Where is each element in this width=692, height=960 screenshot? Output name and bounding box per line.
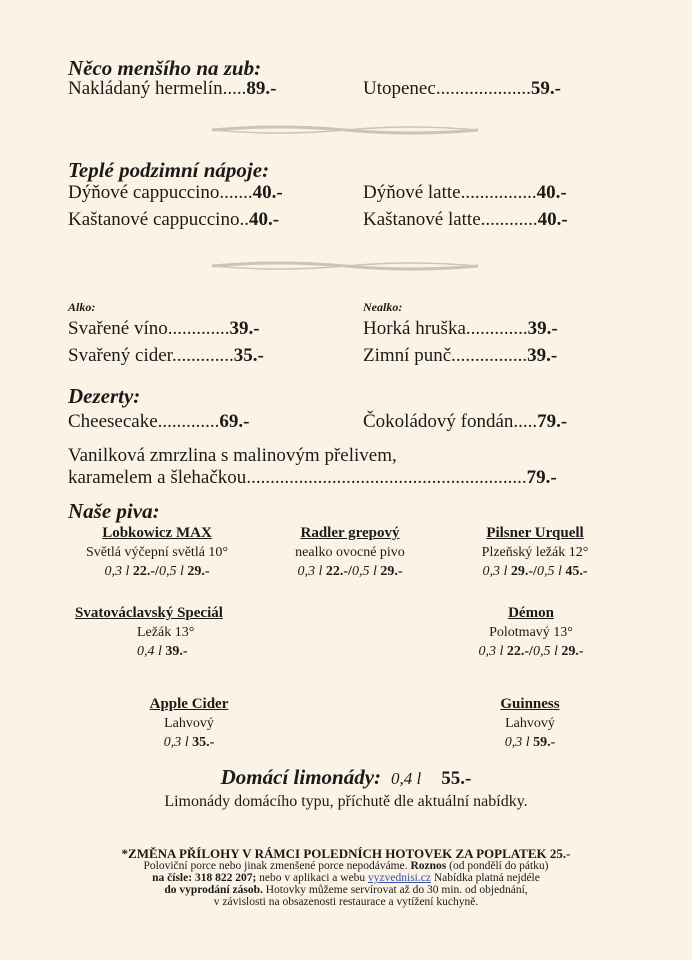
section-heading-beer: Naše piva: (68, 499, 160, 523)
menu-item: Cheesecake.............69.- (68, 411, 250, 432)
website-link[interactable]: vyzvednisi.cz (368, 872, 431, 884)
section-heading-snacks: Něco menšího na zub: (68, 56, 262, 80)
footer-line: Poloviční porce nebo jinak zmenšené porce nepodáváme. Roznos (od pondělí do pátku) (143, 860, 549, 872)
lemonade-desc: Limonády domácího typu, příchutě dle aktuální nabídky. (164, 793, 528, 810)
beer-name: Apple Cider (149, 696, 229, 712)
beer-card (62, 525, 252, 580)
beer-desc: Lahvový (164, 716, 214, 731)
footer-notice (40, 848, 652, 908)
menu-item: Nakládaný hermelín.....89.- (68, 78, 277, 99)
menu-item: Utopenec....................59.- (363, 78, 561, 99)
beer-price: 0,3 l 22.-/0,5 l 29.- (104, 564, 210, 579)
beer-desc: Plzeňský ležák 12° (481, 545, 589, 560)
menu-item: Dýňové cappuccino.......40.- (68, 182, 283, 203)
lemonade-line (0, 765, 692, 790)
ornament-divider (210, 258, 480, 274)
menu-item-line: Vanilková zmrzlina s malinovým přelivem, (68, 445, 397, 466)
section-heading-desserts: Dezerty: (68, 384, 141, 408)
beer-price: 0,3 l 22.-/0,5 l 29.- (478, 644, 584, 659)
nealko-label: Nealko: (363, 300, 403, 314)
beer-name: Guinness (500, 696, 560, 712)
beer-name: Lobkowicz MAX (102, 525, 212, 541)
beer-price: 0,4 l 39.- (137, 644, 188, 659)
beer-card (94, 696, 284, 751)
footer-line: do vyprodání zásob. Hotovky můžeme servírovat až do 30 min. od objednání, (164, 884, 528, 896)
menu-item: Svařený cider.............35.- (68, 345, 264, 366)
menu-item: Kaštanové cappuccino..40.- (68, 209, 280, 230)
beer-card (436, 605, 626, 660)
beer-name: Pilsner Urquell (486, 525, 584, 541)
beer-name: Radler grepový (300, 525, 400, 541)
beer-desc: Lahvový (505, 716, 555, 731)
beer-name: Démon (508, 605, 554, 621)
lemonade-price: 55.- (441, 768, 472, 789)
menu-item: Horká hruška.............39.- (363, 318, 558, 339)
menu-item: Svařené víno.............39.- (68, 318, 260, 339)
footer-notice-title: *ZMĚNA PŘÍLOHY V RÁMCI POLEDNÍCH HOTOVEK ZA POPLATEK 25.- (121, 846, 571, 861)
menu-item: Kaštanové latte............40.- (363, 209, 568, 230)
footer-line: na čísle: 318 822 207; nebo v aplikaci a webu vyzvednisi.cz Nabídka platná nejdéle (152, 872, 540, 884)
menu-item: Dýňové latte................40.- (363, 182, 567, 203)
section-heading-warm-drinks: Teplé podzimní nápoje: (68, 158, 270, 182)
lemonade-volume: 0,4 l (391, 769, 422, 788)
menu-item: Zimní punč................39.- (363, 345, 558, 366)
beer-desc: Ležák 13° (137, 625, 195, 640)
beer-price: 0,3 l 29.-/0,5 l 45.- (482, 564, 588, 579)
alko-label: Alko: (68, 300, 96, 314)
beer-desc: Světlá výčepní světlá 10° (85, 545, 229, 560)
ornament-divider (210, 122, 480, 138)
beer-card (440, 525, 630, 580)
lemonade-heading: Domácí limonády: (220, 765, 382, 789)
beer-desc: Polotmavý 13° (489, 625, 573, 640)
menu-item: Čokoládový fondán.....79.- (363, 411, 568, 432)
beer-price: 0,3 l 35.- (163, 735, 215, 750)
beer-card (255, 525, 445, 580)
beer-price: 0,3 l 59.- (504, 735, 556, 750)
beer-desc: nealko ovocné pivo (295, 545, 405, 560)
beer-price: 0,3 l 22.-/0,5 l 29.- (297, 564, 403, 579)
beer-name: Svatováclavský Speciál (75, 605, 223, 621)
menu-item: karamelem a šlehačkou...........................................................79.- (68, 467, 557, 488)
footer-line: v závislosti na obsazenosti restaurace a vytížení kuchyně. (213, 896, 479, 908)
beer-card (75, 605, 275, 660)
beer-card (435, 696, 625, 751)
